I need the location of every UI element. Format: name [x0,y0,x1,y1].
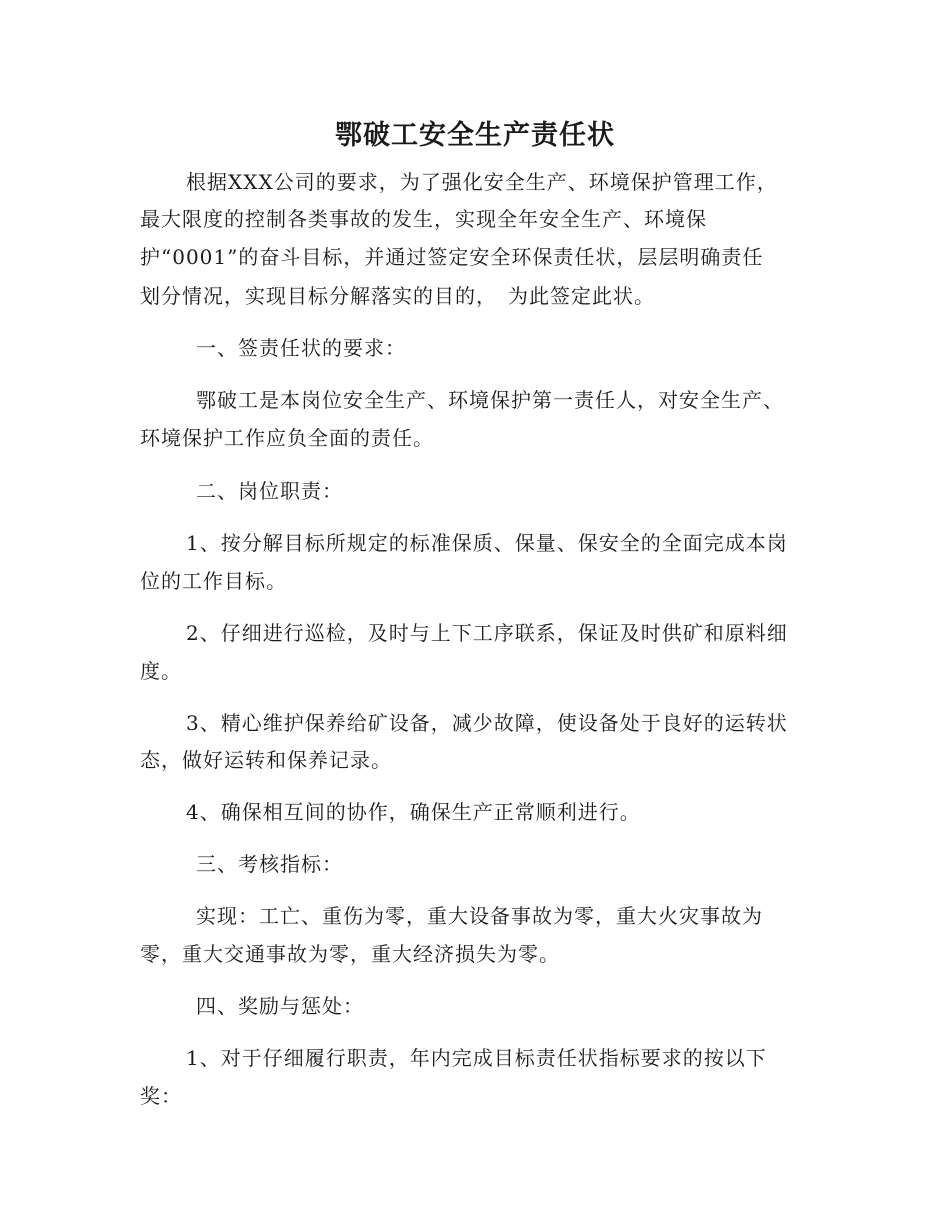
duty-3-line-1: 3、精心维护保养给矿设备，减少故障，使设备处于良好的运转状 [186,711,788,735]
duty-2-line-1: 2、仔细进行巡检，及时与上下工序联系，保证及时供矿和原料细 [186,621,788,645]
section-heading-3: 三、考核指标： [196,852,343,876]
intro-line-2: 最大限度的控制各类事故的发生，实现全年安全生产、环境保 [140,207,707,231]
section3-line-1: 实现：工亡、重伤为零，重大设备事故为零，重大火灾事故为 [196,904,763,928]
duty-1-line-1: 1、按分解目标所规定的标准保质、保量、保安全的全面完成本岗 [186,531,788,555]
section-heading-1: 一、签责任状的要求： [196,336,406,360]
duty-1-line-2: 位的工作目标。 [140,569,287,593]
duty-2-line-2: 度。 [140,659,182,683]
duty-3-line-2: 态，做好运转和保养记录。 [140,748,392,772]
intro-line-3: 护“0001”的奋斗目标，并通过签定安全环保责任状，层层明确责任 [140,245,764,269]
intro-line-4: 划分情况，实现目标分解落实的目的， 为此签定此状。 [140,284,655,308]
section-heading-4: 四、奖励与惩处： [196,994,364,1018]
section1-line-1: 鄂破工是本岗位安全生产、环境保护第一责任人，对安全生产、 [196,388,784,412]
section1-line-2: 环境保护工作应负全面的责任。 [140,426,434,450]
reward-1-line-1: 1、对于仔细履行职责，年内完成目标责任状指标要求的按以下 [186,1046,767,1070]
document-title: 鄂破工安全生产责任状 [335,120,615,151]
intro-line-1: 根据XXX公司的要求，为了强化安全生产、环境保护管理工作， [186,170,778,194]
section3-line-2: 零，重大交通事故为零，重大经济损失为零。 [140,942,560,966]
section-heading-2: 二、岗位职责： [196,479,343,503]
reward-1-line-2: 奖： [140,1084,182,1108]
duty-4-line-1: 4、确保相互间的协作，确保生产正常顺利进行。 [186,800,641,824]
